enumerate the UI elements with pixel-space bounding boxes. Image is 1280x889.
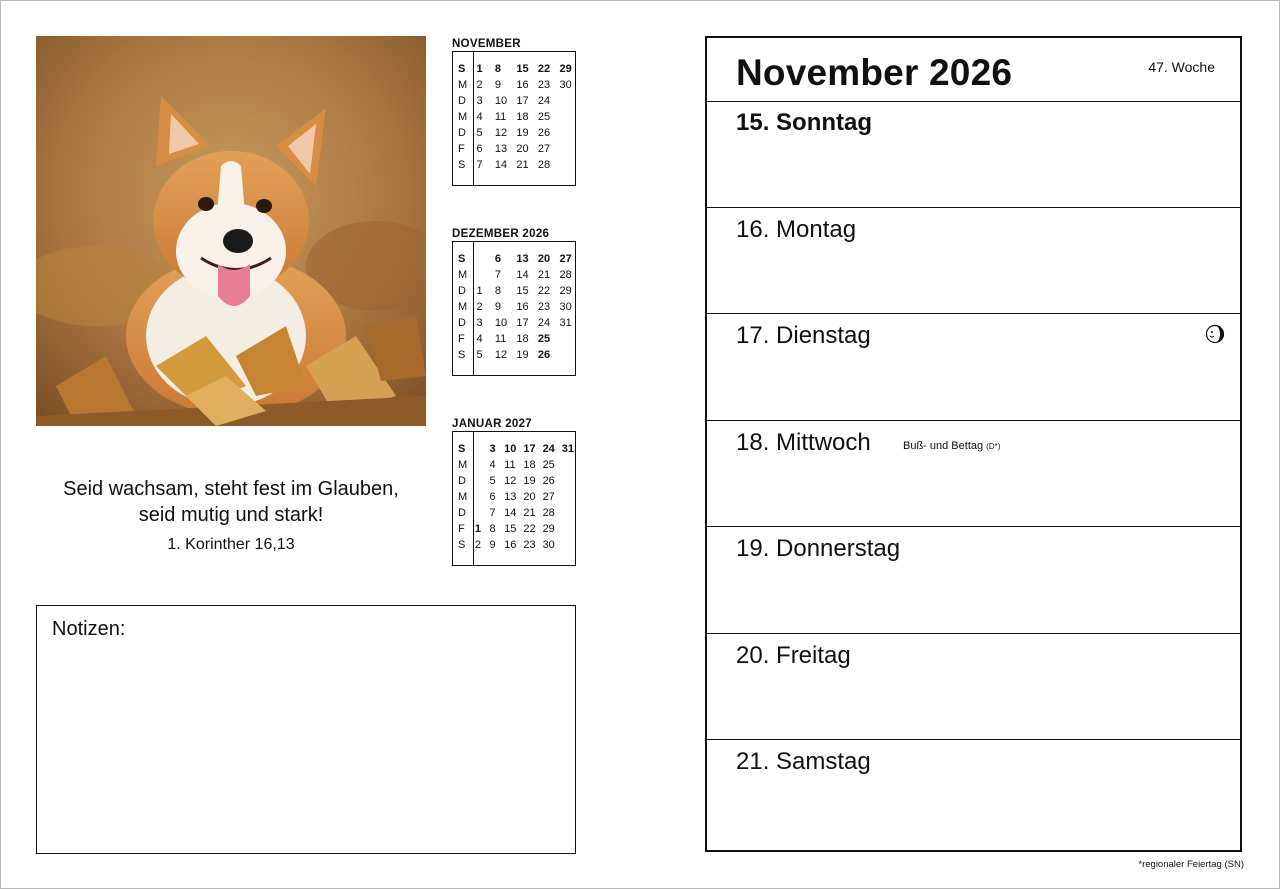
- weekday-letter: D: [458, 475, 466, 487]
- calendar-day: 19: [516, 127, 529, 139]
- day-label: 21. Samstag: [736, 748, 871, 775]
- bible-quote: [36, 476, 426, 554]
- calendar-day: 3: [476, 317, 483, 329]
- calendar-day: 31: [559, 317, 572, 329]
- calendar-week-row: [453, 109, 575, 125]
- calendar-day: 8: [494, 63, 501, 75]
- weekday-letter: S: [458, 539, 466, 551]
- calendar-day: [470, 251, 488, 267]
- calendar-day: 9: [494, 79, 501, 91]
- calendar-week-row: [453, 77, 575, 93]
- day-row[interactable]: [707, 101, 1240, 208]
- week-planner: [705, 36, 1242, 852]
- calendar-day: 22: [537, 63, 551, 75]
- weekday-letter: S: [458, 253, 466, 265]
- calendar-week-row: [453, 521, 575, 537]
- calendar-week-row: [453, 347, 575, 363]
- day-row[interactable]: [707, 314, 1240, 421]
- calendar-day: 23: [537, 301, 551, 313]
- calendar-day: 19: [523, 475, 536, 487]
- weekday-letter: M: [458, 301, 468, 313]
- calendar-week-row: [453, 61, 575, 77]
- holiday-region: (D*): [986, 441, 1001, 451]
- calendar-day: 27: [559, 253, 572, 265]
- calendar-day: 11: [494, 333, 507, 345]
- weekday-letter: D: [458, 285, 466, 297]
- calendar-day: 17: [516, 317, 529, 329]
- weekday-letter: D: [458, 507, 466, 519]
- day-label: 17. Dienstag: [736, 322, 871, 349]
- calendar-day: 16: [516, 301, 529, 313]
- calendar-day: 15: [504, 523, 517, 535]
- day-label: 19. Donnerstag: [736, 535, 901, 562]
- calendar-day: [469, 489, 484, 505]
- mini-calendar-grid: [452, 431, 576, 566]
- calendar-day: 30: [542, 539, 555, 551]
- calendar-day: [553, 331, 575, 347]
- calendar-week-row: [453, 505, 575, 521]
- calendar-day: 25: [537, 333, 551, 345]
- calendar-day: 4: [476, 333, 483, 345]
- calendar-day: 27: [537, 143, 551, 155]
- calendar-day: 21: [537, 269, 551, 281]
- calendar-day: 13: [494, 143, 508, 155]
- calendar-day: 2: [476, 301, 483, 313]
- calendar-day: 8: [494, 285, 501, 297]
- day-row[interactable]: [707, 740, 1240, 847]
- calendar-day: [556, 521, 575, 537]
- calendar-day: 26: [542, 475, 555, 487]
- weekday-letter: M: [458, 79, 468, 91]
- holiday-note: [903, 440, 1000, 452]
- calendar-day: [469, 457, 484, 473]
- calendar-day: [553, 141, 575, 157]
- calendar-day: [556, 537, 575, 553]
- calendar-day: 1: [476, 63, 483, 75]
- calendar-day: 22: [523, 523, 536, 535]
- calendar-day: [469, 505, 484, 521]
- calendar-day: 31: [561, 443, 575, 455]
- calendar-day: [556, 473, 575, 489]
- weekday-letter: S: [458, 159, 466, 171]
- planner-header: [707, 38, 1240, 102]
- calendar-week-row: [453, 537, 575, 553]
- day-label: 20. Freitag: [736, 641, 851, 669]
- calendar-day: 7: [489, 507, 496, 519]
- calendar-day: 19: [516, 349, 529, 361]
- calendar-day: 14: [516, 269, 529, 281]
- calendar-day: 18: [516, 333, 529, 345]
- calendar-day: [553, 125, 575, 141]
- calendar-week-row: [453, 315, 575, 331]
- calendar-day: 18: [516, 111, 529, 123]
- calendar-week-row: [453, 267, 575, 283]
- mini-calendar-table: [453, 61, 575, 173]
- calendar-day: 29: [559, 285, 572, 297]
- moon-phase-icon: [1205, 324, 1225, 349]
- calendar-day: 24: [537, 95, 551, 107]
- calendar-day: 22: [537, 285, 551, 297]
- quote-line-1: Seid wachsam, steht fest im Glauben,: [63, 478, 399, 500]
- calendar-week-row: [453, 283, 575, 299]
- calendar-day: [469, 473, 484, 489]
- calendar-week-row: [453, 441, 575, 457]
- calendar-day: 12: [494, 349, 508, 361]
- calendar-day: 21: [523, 507, 536, 519]
- quote-reference: 1. Korinther 16,13: [167, 536, 295, 553]
- calendar-day: 18: [523, 459, 536, 471]
- calendar-day: 6: [489, 491, 496, 503]
- day-label: 15. Sonntag: [736, 109, 873, 136]
- weekday-letter: D: [458, 317, 466, 329]
- calendar-day: 28: [542, 507, 555, 519]
- calendar-week-row: [453, 157, 575, 173]
- calendar-day: 11: [494, 111, 507, 123]
- weekday-letter: S: [458, 63, 466, 75]
- day-label: 16. Montag: [736, 215, 857, 243]
- calendar-day: 25: [542, 459, 555, 471]
- calendar-week-row: [453, 299, 575, 315]
- mini-calendar-table: [453, 251, 575, 363]
- calendar-day: [553, 347, 575, 363]
- calendar-week-row: [453, 125, 575, 141]
- calendar-day: 2: [476, 79, 483, 91]
- calendar-day: 14: [504, 507, 517, 519]
- weekday-letter: D: [458, 127, 466, 139]
- calendar-day: 24: [542, 443, 555, 455]
- calendar-day: 16: [504, 539, 517, 551]
- calendar-day: 30: [559, 301, 572, 313]
- calendar-week-row: [453, 473, 575, 489]
- calendar-day: 12: [494, 127, 508, 139]
- calendar-week-row: [453, 93, 575, 109]
- calendar-day: 30: [559, 79, 572, 91]
- calendar-day: 5: [476, 349, 483, 361]
- calendar-day: 28: [537, 159, 551, 171]
- holiday-name: Buß- und Bettag: [903, 439, 984, 452]
- calendar-day: [556, 457, 575, 473]
- week-number: 47. Woche: [1148, 59, 1215, 75]
- weekday-letter: M: [458, 111, 468, 123]
- weekday-letter: F: [458, 333, 465, 345]
- mini-calendar-grid: [452, 51, 576, 186]
- weekday-letter: S: [458, 443, 466, 455]
- weekday-letter: F: [458, 143, 465, 155]
- calendar-day: [553, 93, 575, 109]
- mini-calendar-november: [452, 37, 576, 186]
- day-row[interactable]: [707, 527, 1240, 634]
- footnote: *regionaler Feiertag (SN): [1138, 859, 1244, 870]
- corgi-photo: [36, 36, 426, 426]
- calendar-day: 12: [504, 475, 517, 487]
- calendar-day: 9: [494, 301, 501, 313]
- calendar-day: 24: [537, 317, 551, 329]
- day-row[interactable]: [707, 634, 1240, 741]
- calendar-day: 14: [494, 159, 508, 171]
- calendar-day: 15: [516, 63, 529, 75]
- calendar-day: 3: [476, 95, 483, 107]
- mini-calendar-grid: [452, 241, 576, 376]
- calendar-day: 13: [504, 491, 517, 503]
- calendar-day: 6: [476, 143, 483, 155]
- calendar-day: 17: [523, 443, 536, 455]
- calendar-day: 11: [504, 459, 516, 471]
- calendar-day: 16: [516, 79, 529, 91]
- calendar-week-row: [453, 331, 575, 347]
- calendar-day: 10: [494, 95, 508, 107]
- calendar-day: [553, 157, 575, 173]
- calendar-day: 9: [489, 539, 496, 551]
- calendar-day: 5: [476, 127, 483, 139]
- calendar-day: 23: [523, 539, 536, 551]
- calendar-day: 21: [516, 159, 529, 171]
- notes-box[interactable]: [36, 605, 576, 854]
- weekday-letter: D: [458, 95, 466, 107]
- calendar-day: 3: [489, 443, 496, 455]
- calendar-day: 17: [516, 95, 529, 107]
- calendar-day: 25: [537, 111, 551, 123]
- mini-calendar-december: [452, 227, 576, 376]
- calendar-day: 4: [489, 459, 496, 471]
- weekday-letter: M: [458, 269, 468, 281]
- calendar-day: 4: [476, 111, 483, 123]
- calendar-day: 26: [537, 127, 551, 139]
- calendar-day: 2: [474, 539, 482, 551]
- calendar-day: 20: [537, 253, 551, 265]
- calendar-day: 23: [537, 79, 551, 91]
- calendar-day: 5: [489, 475, 496, 487]
- calendar-day: 20: [523, 491, 536, 503]
- calendar-day: 13: [516, 253, 529, 265]
- calendar-day: 15: [516, 285, 529, 297]
- notes-label: Notizen:: [52, 618, 126, 640]
- calendar-day: 20: [516, 143, 529, 155]
- weekday-letter: F: [458, 523, 465, 535]
- day-row[interactable]: [707, 208, 1240, 315]
- weekday-letter: S: [458, 349, 466, 361]
- calendar-week-row: [453, 141, 575, 157]
- calendar-day: [556, 489, 575, 505]
- weekday-letter: M: [458, 491, 468, 503]
- calendar-day: 7: [476, 159, 483, 171]
- mini-calendar-title: JANUAR 2027: [452, 418, 532, 430]
- calendar-day: 1: [476, 285, 483, 297]
- calendar-day: [470, 267, 488, 283]
- calendar-day: 28: [559, 269, 572, 281]
- calendar-day: 7: [494, 269, 501, 281]
- planner-title: November 2026: [736, 52, 1013, 93]
- calendar-week-row: [453, 251, 575, 267]
- calendar-day: 10: [504, 443, 517, 455]
- calendar-day: [556, 505, 575, 521]
- mini-calendar-title: NOVEMBER: [452, 38, 521, 50]
- calendar-day: [553, 109, 575, 125]
- quote-line-2: seid mutig und stark!: [138, 504, 324, 526]
- mini-calendar-january: [452, 417, 576, 566]
- calendar-day: 6: [494, 253, 501, 265]
- calendar-day: 10: [494, 317, 508, 329]
- calendar-day: 29: [542, 523, 555, 535]
- calendar-day: 1: [474, 523, 482, 535]
- calendar-week-row: [453, 489, 575, 505]
- day-label: 18. Mittwoch: [736, 428, 871, 456]
- day-row[interactable]: [707, 421, 1240, 528]
- calendar-week-row: [453, 457, 575, 473]
- calendar-day: 8: [489, 523, 496, 535]
- calendar-day: [469, 441, 484, 457]
- weekday-letter: M: [458, 459, 468, 471]
- calendar-day: 29: [559, 63, 572, 75]
- mini-calendar-table: [453, 441, 575, 553]
- calendar-day: 27: [542, 491, 555, 503]
- mini-calendar-title: DEZEMBER 2026: [452, 228, 550, 240]
- calendar-day: 26: [537, 349, 551, 361]
